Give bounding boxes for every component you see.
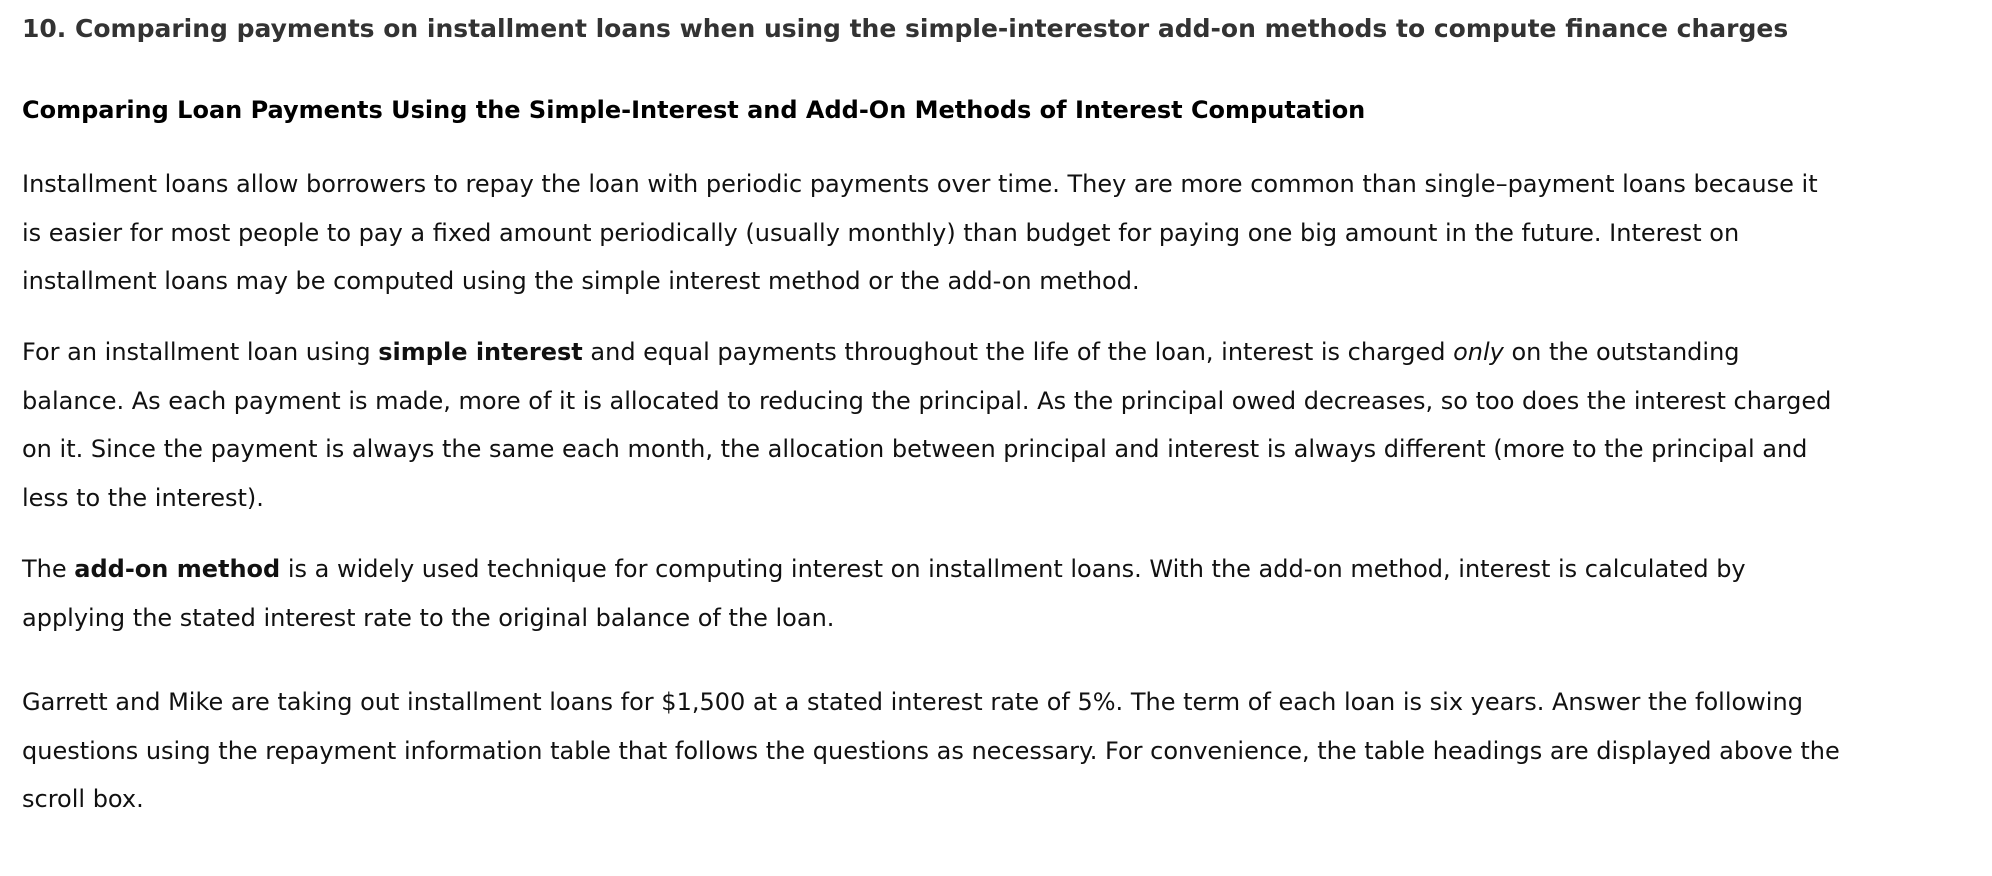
simple-interest-paragraph <box>22 328 1902 522</box>
simple-interest-post: on the outstanding <box>1503 338 1740 366</box>
intro-paragraph <box>22 160 1902 306</box>
scenario-line-1: Garrett and Mike are taking out installment loans for $1,500 at a stated interest rate of 5%. The term of each loan is six years. Answer the following <box>22 688 1803 716</box>
simple-interest-term: simple interest <box>378 338 583 366</box>
scenario-paragraph <box>22 678 1902 824</box>
intro-line-2: is easier for most people to pay a fixed amount periodically (usually monthly) than budget for paying one big amount in the future. Interest on <box>22 218 1740 247</box>
simple-interest-line-1 <box>22 328 1902 377</box>
add-on-line-1 <box>22 545 1902 594</box>
simple-interest-line-4: less to the interest). <box>22 483 264 512</box>
section-heading: Comparing Loan Payments Using the Simple-Interest and Add-On Methods of Interest Computation <box>22 96 1366 124</box>
add-on-paragraph <box>22 545 1902 642</box>
simple-interest-pre: For an installment loan using <box>22 338 379 366</box>
add-on-pre: The <box>22 555 75 583</box>
simple-interest-line-2: balance. As each payment is made, more of it is allocated to reducing the principal. As the principal owed decreases, so too does the interest charged <box>22 386 1832 415</box>
simple-interest-mid: and equal payments throughout the life of the loan, interest is charged <box>582 338 1454 366</box>
simple-interest-line-3: on it. Since the payment is always the same each month, the allocation between principal and interest is always different (more to the principal and <box>22 435 1808 463</box>
only-emphasis: only <box>1453 338 1504 366</box>
intro-line-3: installment loans may be computed using the simple interest method or the add-on method. <box>22 267 1140 295</box>
problem-title: 10. Comparing payments on installment loans when using the simple-interestor add-on methods to compute finance charges <box>22 14 1789 43</box>
add-on-post: is a widely used technique for computing interest on installment loans. With the add-on method, interest is calculated by <box>280 555 1746 583</box>
add-on-line-2: applying the stated interest rate to the original balance of the loan. <box>22 603 835 632</box>
scenario-line-3: scroll box. <box>22 785 144 813</box>
add-on-term: add-on method <box>74 555 281 583</box>
intro-line-1: Installment loans allow borrowers to repay the loan with periodic payments over time. They are more common than single–payment loans because it <box>22 170 1818 198</box>
scenario-line-2: questions using the repayment information table that follows the questions as necessary. For convenience, the table headings are displayed above the <box>22 736 1840 765</box>
